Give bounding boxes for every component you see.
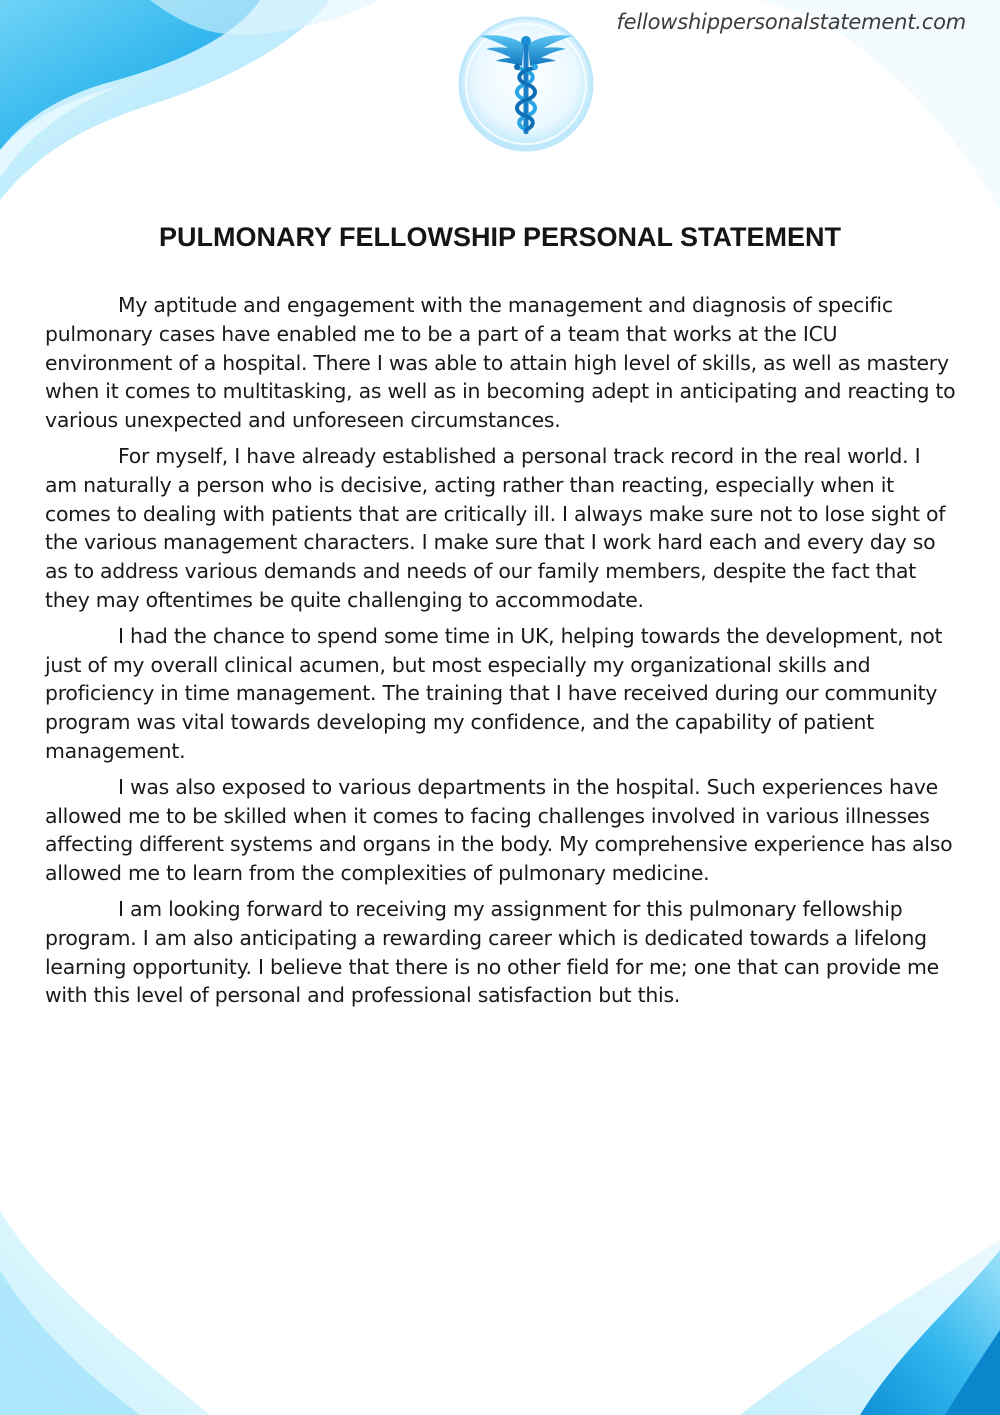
document-title: PULMONARY FELLOWSHIP PERSONAL STATEMENT [158,222,842,252]
statement-paragraph-1: My aptitude and engagement with the management and diagnosis of specific pulmonary cases have enabled me to be a part of a team that works at the ICU environment of a hospital. There I was able to attain high level of skills, as well as mastery when it comes to multitasking, as well as in becoming adept in anticipating and reacting to various unexpected and unforeseen circumstances. [45,293,956,433]
statement-paragraph-5: I am looking forward to receiving my assignment for this pulmonary fellowship program. I am also anticipating a rewarding career which is dedicated towards a lifelong learning opportunity. I believe that there is no other field for me; one that can provide me with this level of personal and professional satisfaction but this. [45,896,939,1008]
statement-paragraph-2: For myself, I have already established a personal track record in the real world. I am naturally a person who is decisive, acting rather than reacting, especially when it comes to dealing with patients that are critically ill. I always make sure not to lose sight of the various management characters. I make sure that I work hard each and every day so as to address various demands and needs of our family members, despite the fact that they may oftentimes be quite challenging to accommodate. [45,443,946,612]
statement-paragraph-4: I was also exposed to various departments in the hospital. Such experiences have allowed me to be skilled when it comes to facing challenges involved in various illnesses affecting different systems and organs in the body. My comprehensive experience has also allowed me to learn from the complexities of pulmonary medicine. [45,774,953,886]
site-url: fellowshippersonalstatement.com [616,10,966,34]
caduceus-icon [456,14,596,154]
statement-paragraph-3: I had the chance to spend some time in UK, helping towards the development, not just of my overall clinical acumen, but most especially my organizational skills and proficiency in time management. The training that I have received during our community program was vital towards developing my confidence, and the capability of patient management. [45,623,943,763]
statement-body [45,291,957,1017]
